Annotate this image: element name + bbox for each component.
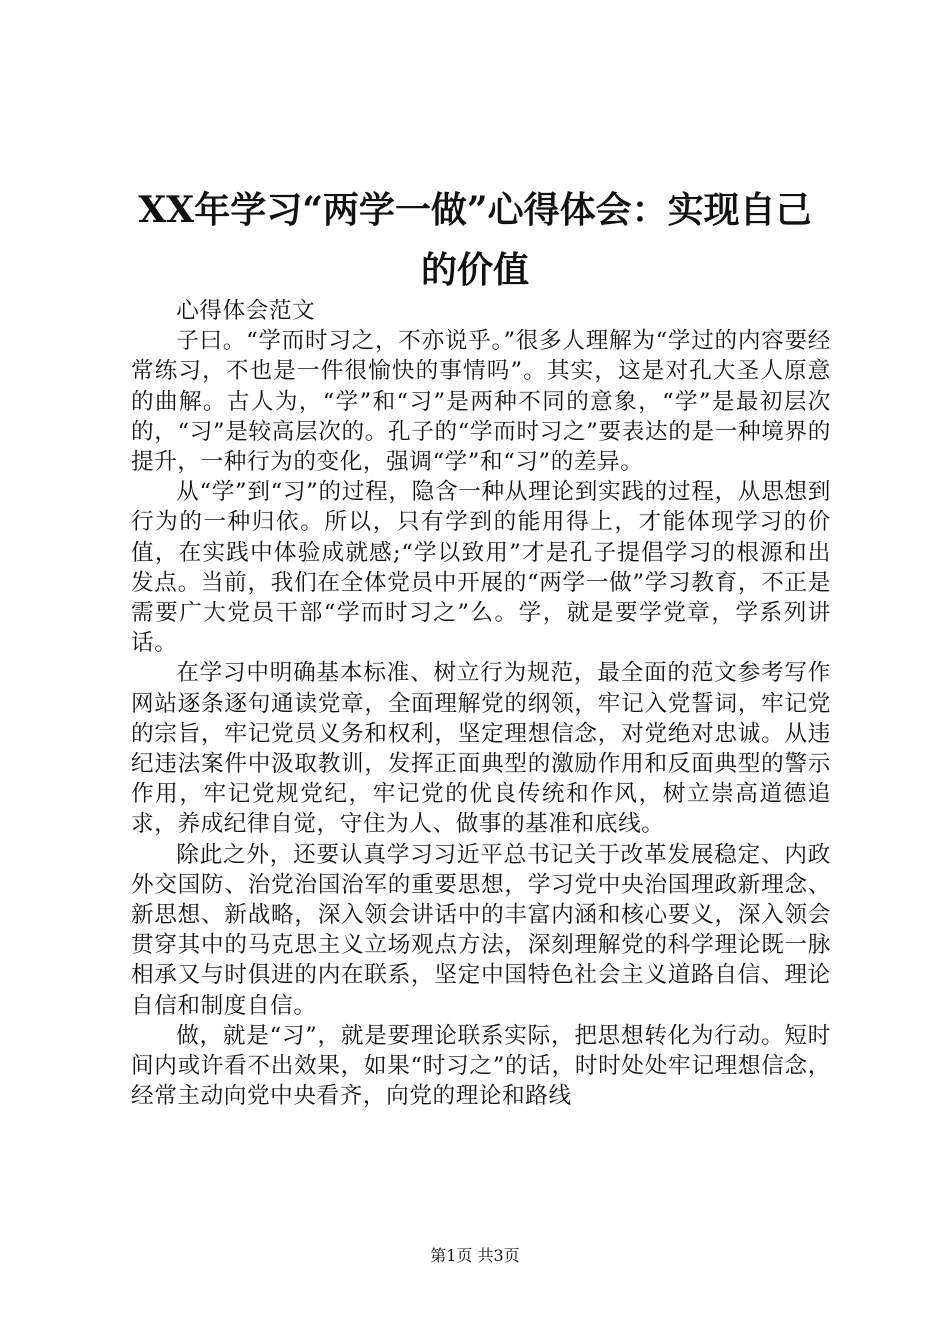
page-footer: 第1页 共3页 — [430, 1246, 520, 1265]
paragraph-4: 除此之外，还要认真学习习近平总书记关于改革发展稳定、内政外交国防、治党治国治军的重要思想，学习党中央治国理政新理念、新思想、新战略，深入领会讲话中的丰富内涵和核心要义，深入领会贯穿其中的马克思主义立场观点方法，深刻理解党的科学理论既一脉相承又与时俱进的内在联系，坚定中国特色社会主义道路自信、理论自信和制度自信。 — [131, 841, 831, 1019]
paragraph-1: 子曰。“学而时习之，不亦说乎。”很多人理解为“学过的内容要经常练习，不也是一件很愉快的事情吗”。其实，这是对孔大圣人原意的曲解。古人为，“学”和“习”是两种不同的意象，“学”是最初层次的，“习”是较高层次的。孔子的“学而时习之”要表达的是一种境界的提升，一种行为的变化，强调“学”和“习”的差异。 — [131, 328, 831, 476]
title-line-2: 的价值 — [420, 249, 529, 291]
paragraph-3: 在学习中明确基本标准、树立行为规范，最全面的范文参考写作网站逐条逐句通读党章，全面理解党的纲领，牢记入党誓词，牢记党的宗旨，牢记党员义务和权利，坚定理想信念，对党绝对忠诚。从违纪违法案件中汲取教训，发挥正面典型的激励作用和反面典型的警示作用，牢记党规党纪，牢记党的优良传统和作风，树立崇高道德追求，养成纪律自觉，守住为人、做事的基准和底线。 — [131, 660, 831, 838]
category-label: 心得体会范文 — [176, 298, 316, 324]
document-title — [110, 180, 840, 300]
paragraph-5: 做，就是“习”，就是要理论联系实际，把思想转化为行动。短时间内或许看不出效果，如果“时习之”的话，时时处处牢记理想信念，经常主动向党中央看齐，向党的理论和路线 — [131, 1022, 831, 1110]
paragraph-2: 从“学”到“习”的过程，隐含一种从理论到实践的过程，从思想到行为的一种归依。所以，只有学到的能用得上，才能体现学习的价值，在实践中体验成就感;“学以致用”才是孔子提倡学习的根源和出发点。当前，我们在全体党员中开展的“两学一做”学习教育，不正是需要广大党员干部“学而时习之”么。学，就是要学党章，学系列讲话。 — [131, 479, 831, 657]
document-body — [131, 296, 831, 1111]
title-line-1: XX年学习“两学一做”心得体会：实现自己 — [138, 189, 812, 231]
